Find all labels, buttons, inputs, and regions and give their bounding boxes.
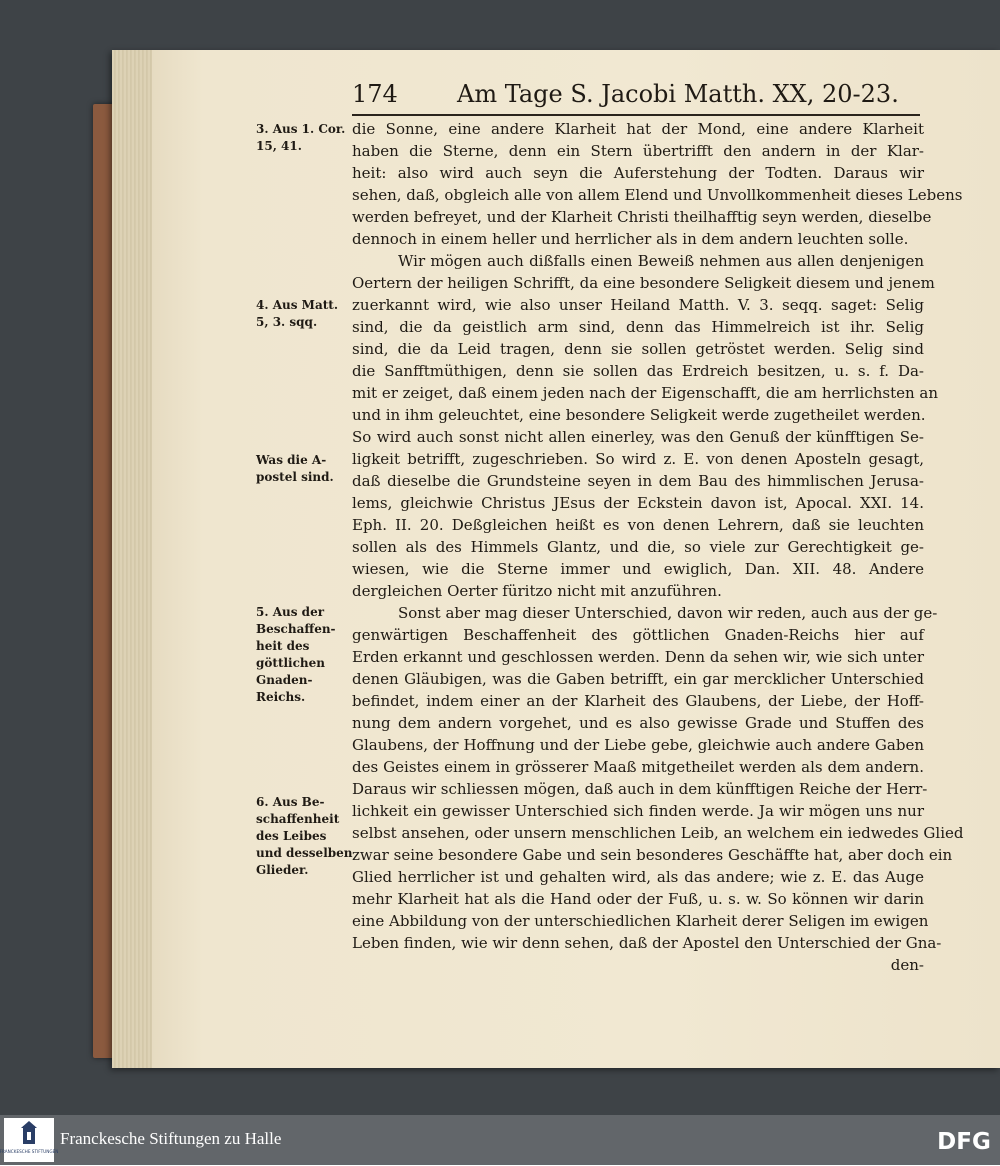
text-line: die Sanfftmüthigen, denn sie sollen das Erdreich besitzen, u. s. f. Da-: [352, 362, 924, 380]
text-line: Glaubens, der Hoffnung und der Liebe gebe, gleichwie auch andere Gaben: [352, 736, 924, 754]
text-line: denen Gläubigen, was die Gaben betrifft, ein gar mercklicher Unterschied: [352, 670, 924, 688]
margin-note-line: 3. Aus 1. Cor.: [256, 122, 346, 136]
text-line: zuerkannt wird, wie also unser Heiland Matth. V. 3. seqq. saget: Selig: [352, 296, 924, 314]
text-line: genwärtigen Beschaffenheit des göttlichen Gnaden-Reichs hier auf: [352, 626, 924, 644]
margin-note: [256, 297, 352, 331]
text-line: Erden erkannt und geschlossen werden. Denn da sehen wir, wie sich unter: [352, 648, 924, 666]
text-line: dennoch in einem heller und herrlicher als in dem andern leuchten solle.: [352, 230, 909, 248]
text-line: lems, gleichwie Christus JEsus der Eckstein davon ist, Apocal. XXI. 14.: [352, 494, 924, 512]
margin-note-line: Beschaffen-: [256, 622, 336, 636]
margin-note-line: Was die A-: [256, 453, 327, 467]
running-title: Am Tage S. Jacobi Matth. XX, 20-23.: [457, 80, 899, 108]
logo-caption: FRANCKESCHE STIFTUNGEN: [0, 1149, 59, 1154]
page-edges: [112, 50, 152, 1068]
catchword: den-: [890, 956, 924, 974]
franckesche-stiftungen-logo[interactable]: [0, 1118, 59, 1162]
margin-note-line: 4. Aus Matt.: [256, 298, 338, 312]
text-line: sollen als des Himmels Glantz, und die, so viele zur Gerechtigkeit ge-: [352, 538, 924, 556]
head-rule: [352, 114, 920, 116]
institution-name: Franckesche Stiftungen zu Halle: [60, 1129, 282, 1148]
text-line: mehr Klarheit hat als die Hand oder der Fuß, u. s. w. So können wir darin: [352, 890, 924, 908]
text-line: Wir mögen auch dißfalls einen Beweiß nehmen aus allen denjenigen: [398, 252, 924, 270]
margin-note-line: Glieder.: [256, 863, 309, 877]
margin-note: [256, 121, 352, 155]
dfg-logo-text: DFG: [937, 1129, 991, 1155]
text-line: Sonst aber mag dieser Unterschied, davon wir reden, auch aus der ge-: [398, 604, 938, 622]
text-line: selbst ansehen, oder unsern menschlichen Leib, an welchem ein iedwedes Glied: [352, 824, 964, 842]
text-line: lichkeit ein gewisser Unterschied sich finden werde. Ja wir mögen uns nur: [352, 802, 924, 820]
text-line: die Sonne, eine andere Klarheit hat der Mond, eine andere Klarheit: [352, 120, 924, 138]
text-line: Leben finden, wie wir denn sehen, daß der Apostel den Unterschied der Gna-: [352, 934, 942, 952]
margin-note-line: Gnaden-: [256, 673, 313, 687]
text-line: Eph. II. 20. Deßgleichen heißt es von denen Lehrern, daß sie leuchten: [352, 516, 924, 534]
text-line: mit er zeiget, daß einem jeden nach der Eigenschafft, die am herrlichsten an: [352, 384, 939, 402]
margin-note: [256, 794, 352, 879]
text-line: dergleichen Oerter füritzo nicht mit anzuführen.: [352, 582, 722, 600]
margin-note-line: 5, 3. sqq.: [256, 315, 318, 329]
margin-note-line: schaffenheit: [256, 812, 340, 826]
margin-note-line: 15, 41.: [256, 139, 302, 153]
text-line: nung dem andern vorgehet, und es also gewisse Grade und Stuffen des: [352, 714, 924, 732]
text-line: werden befreyet, und der Klarheit Christi theilhafftig seyn werden, dieselbe: [352, 208, 932, 226]
dfg-logo[interactable]: [936, 1126, 992, 1154]
margin-note-line: heit des: [256, 639, 310, 653]
margin-note: [256, 604, 352, 706]
text-line: eine Abbildung von der unterschiedlichen Klarheit derer Seligen im ewigen: [352, 912, 929, 930]
text-line: und in ihm geleuchtet, eine besondere Seligkeit werde zugetheilet werden.: [352, 406, 926, 424]
text-line: sind, die da Leid tragen, denn sie sollen getröstet werden. Selig sind: [352, 340, 924, 358]
margin-note-line: postel sind.: [256, 470, 334, 484]
text-line: ligkeit betrifft, zugeschrieben. So wird z. E. von denen Aposteln gesagt,: [352, 450, 924, 468]
text-line: daß dieselbe die Grundsteine seyen in dem Bau des himmlischen Jerusa-: [352, 472, 924, 490]
text-line: Glied herrlicher ist und gehalten wird, als das andere; wie z. E. das Auge: [352, 868, 924, 886]
margin-note-line: Reichs.: [256, 690, 306, 704]
dfg-logo-icon: [936, 1126, 992, 1154]
text-line: zwar seine besondere Gabe und sein besonderes Geschäffte hat, aber doch ein: [352, 846, 953, 864]
page-number: 174: [352, 80, 398, 108]
margin-note-line: 6. Aus Be-: [256, 795, 325, 809]
text-line: heit: also wird auch seyn die Auferstehung der Todten. Daraus wir: [352, 164, 924, 182]
text-line: befindet, indem einer an der Klarheit des Glaubens, der Liebe, der Hoff-: [352, 692, 924, 710]
franckesche-stiftungen-emblem-icon: [0, 1118, 59, 1162]
text-line: sehen, daß, obgleich alle von allem Elend und Unvollkommenheit dieses Lebens: [352, 186, 963, 204]
footer-bar: [0, 1115, 1000, 1165]
text-line: des Geistes einem in grösserer Maaß mitgetheilet werden als dem andern.: [352, 758, 924, 776]
margin-note-line: göttlichen: [256, 656, 325, 670]
text-line: sind, die da geistlich arm sind, denn das Himmelreich ist ihr. Selig: [352, 318, 924, 336]
running-head: [352, 80, 922, 116]
text-line: So wird auch sonst nicht allen einerley, was den Genuß der künfftigen Se-: [352, 428, 924, 446]
margin-note-line: des Leibes: [256, 829, 327, 843]
text-line: haben die Sterne, denn ein Stern übertrifft den andern in der Klar-: [352, 142, 924, 160]
margin-note-line: 5. Aus der: [256, 605, 325, 619]
text-line: wiesen, wie die Sterne immer und ewiglich, Dan. XII. 48. Andere: [352, 560, 924, 578]
margin-note: [256, 452, 352, 486]
text-line: Daraus wir schliessen mögen, daß auch in dem künfftigen Reiche der Herr-: [352, 780, 928, 798]
text-line: Oertern der heiligen Schrifft, da eine besondere Seligkeit diesem und jenem: [352, 274, 935, 292]
margin-note-line: und desselben: [256, 846, 353, 860]
